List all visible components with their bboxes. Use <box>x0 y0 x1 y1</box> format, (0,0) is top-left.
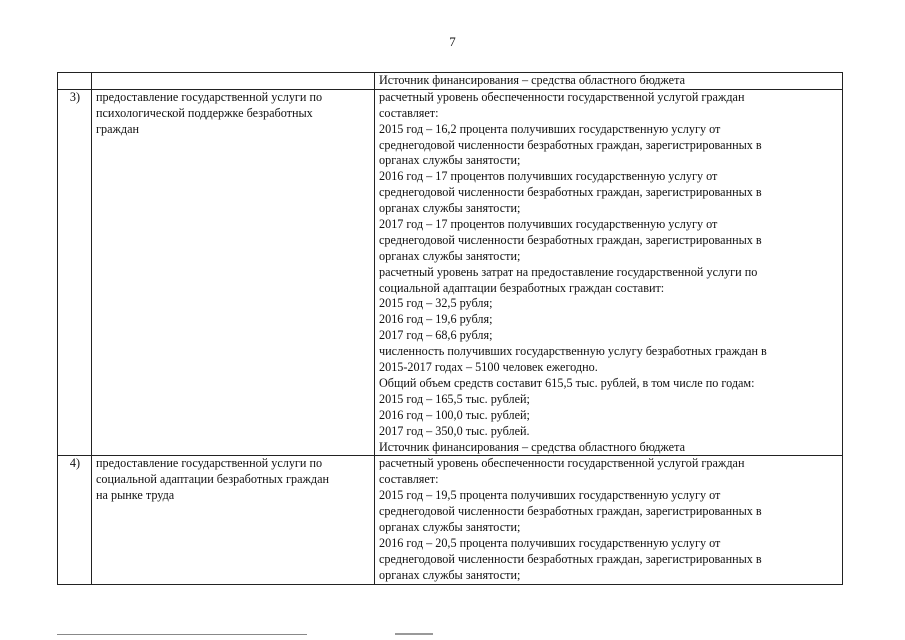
header-num-cell <box>58 73 92 90</box>
text-line: органах службы занятости; <box>379 201 521 216</box>
text-line: 2016 год – 19,6 рубля; <box>379 312 493 327</box>
text-line: органах службы занятости; <box>379 519 521 534</box>
text-line: среднегодовой численности безработных граждан, зарегистрированных в <box>379 185 762 200</box>
table-header-row <box>58 73 843 90</box>
row-number: 3) <box>58 89 92 455</box>
text-line: 2015 год – 19,5 процента получивших государственную услугу от <box>379 488 721 503</box>
text-line: численность получивших государственную услугу безработных граждан в <box>379 344 767 359</box>
bottom-mark <box>395 633 433 635</box>
header-name-cell <box>92 73 375 90</box>
text-line: граждан <box>96 121 140 136</box>
text-line: 2015 год – 16,2 процента получивших государственную услугу от <box>379 121 721 136</box>
service-name-cell <box>92 89 375 455</box>
service-description-cell <box>375 89 843 455</box>
table-row <box>58 89 843 455</box>
text-line: 2016 год – 100,0 тыс. рублей; <box>379 407 530 422</box>
service-name-cell <box>92 456 375 584</box>
text-line: 2015 год – 165,5 тыс. рублей; <box>379 391 530 406</box>
text-line: составляет: <box>379 105 439 120</box>
header-desc-cell: Источник финансирования – средства областного бюджета <box>375 73 843 90</box>
table-row <box>58 456 843 584</box>
service-description-cell <box>375 456 843 584</box>
text-line: Источник финансирования – средства областного бюджета <box>379 439 685 454</box>
text-line: органах службы занятости; <box>379 153 521 168</box>
text-line: среднегодовой численности безработных граждан, зарегистрированных в <box>379 551 762 566</box>
text-line: социальной адаптации безработных граждан <box>96 472 330 487</box>
text-line: среднегодовой численности безработных граждан, зарегистрированных в <box>379 137 762 152</box>
text-line: органах службы занятости; <box>379 567 521 582</box>
text-line: 2016 год – 17 процентов получивших государственную услугу от <box>379 169 718 184</box>
text-line: расчетный уровень обеспеченности государственной услугой граждан <box>379 89 745 104</box>
text-line: на рынке труда <box>96 488 175 503</box>
text-line: 2016 год – 20,5 процента получивших государственную услугу от <box>379 535 721 550</box>
bottom-rule <box>57 634 307 635</box>
text-line: 2015 год – 32,5 рубля; <box>379 296 493 311</box>
row-number: 4) <box>58 456 92 584</box>
text-line: предоставление государственной услуги по <box>96 89 323 104</box>
program-table <box>57 72 843 585</box>
text-line: составляет: <box>379 472 439 487</box>
text-line: 2017 год – 350,0 тыс. рублей. <box>379 423 530 438</box>
text-line: социальной адаптации безработных граждан составит: <box>379 280 665 295</box>
text-line: психологической поддержке безработных <box>96 105 313 120</box>
text-line: предоставление государственной услуги по <box>96 456 323 471</box>
page-number: 7 <box>449 34 456 49</box>
text-line: 2017 год – 17 процентов получивших государственную услугу от <box>379 217 718 232</box>
text-line: Общий объем средств составит 615,5 тыс. рублей, в том числе по годам: <box>379 375 755 390</box>
text-line: органах службы занятости; <box>379 248 521 263</box>
text-line: расчетный уровень обеспеченности государственной услугой граждан <box>379 456 745 471</box>
text-line: 2017 год – 68,6 рубля; <box>379 328 493 343</box>
text-line: расчетный уровень затрат на предоставление государственной услуги по <box>379 264 758 279</box>
text-line: среднегодовой численности безработных граждан, зарегистрированных в <box>379 232 762 247</box>
text-line: 2015-2017 годах – 5100 человек ежегодно. <box>379 360 598 375</box>
text-line: среднегодовой численности безработных граждан, зарегистрированных в <box>379 504 762 519</box>
